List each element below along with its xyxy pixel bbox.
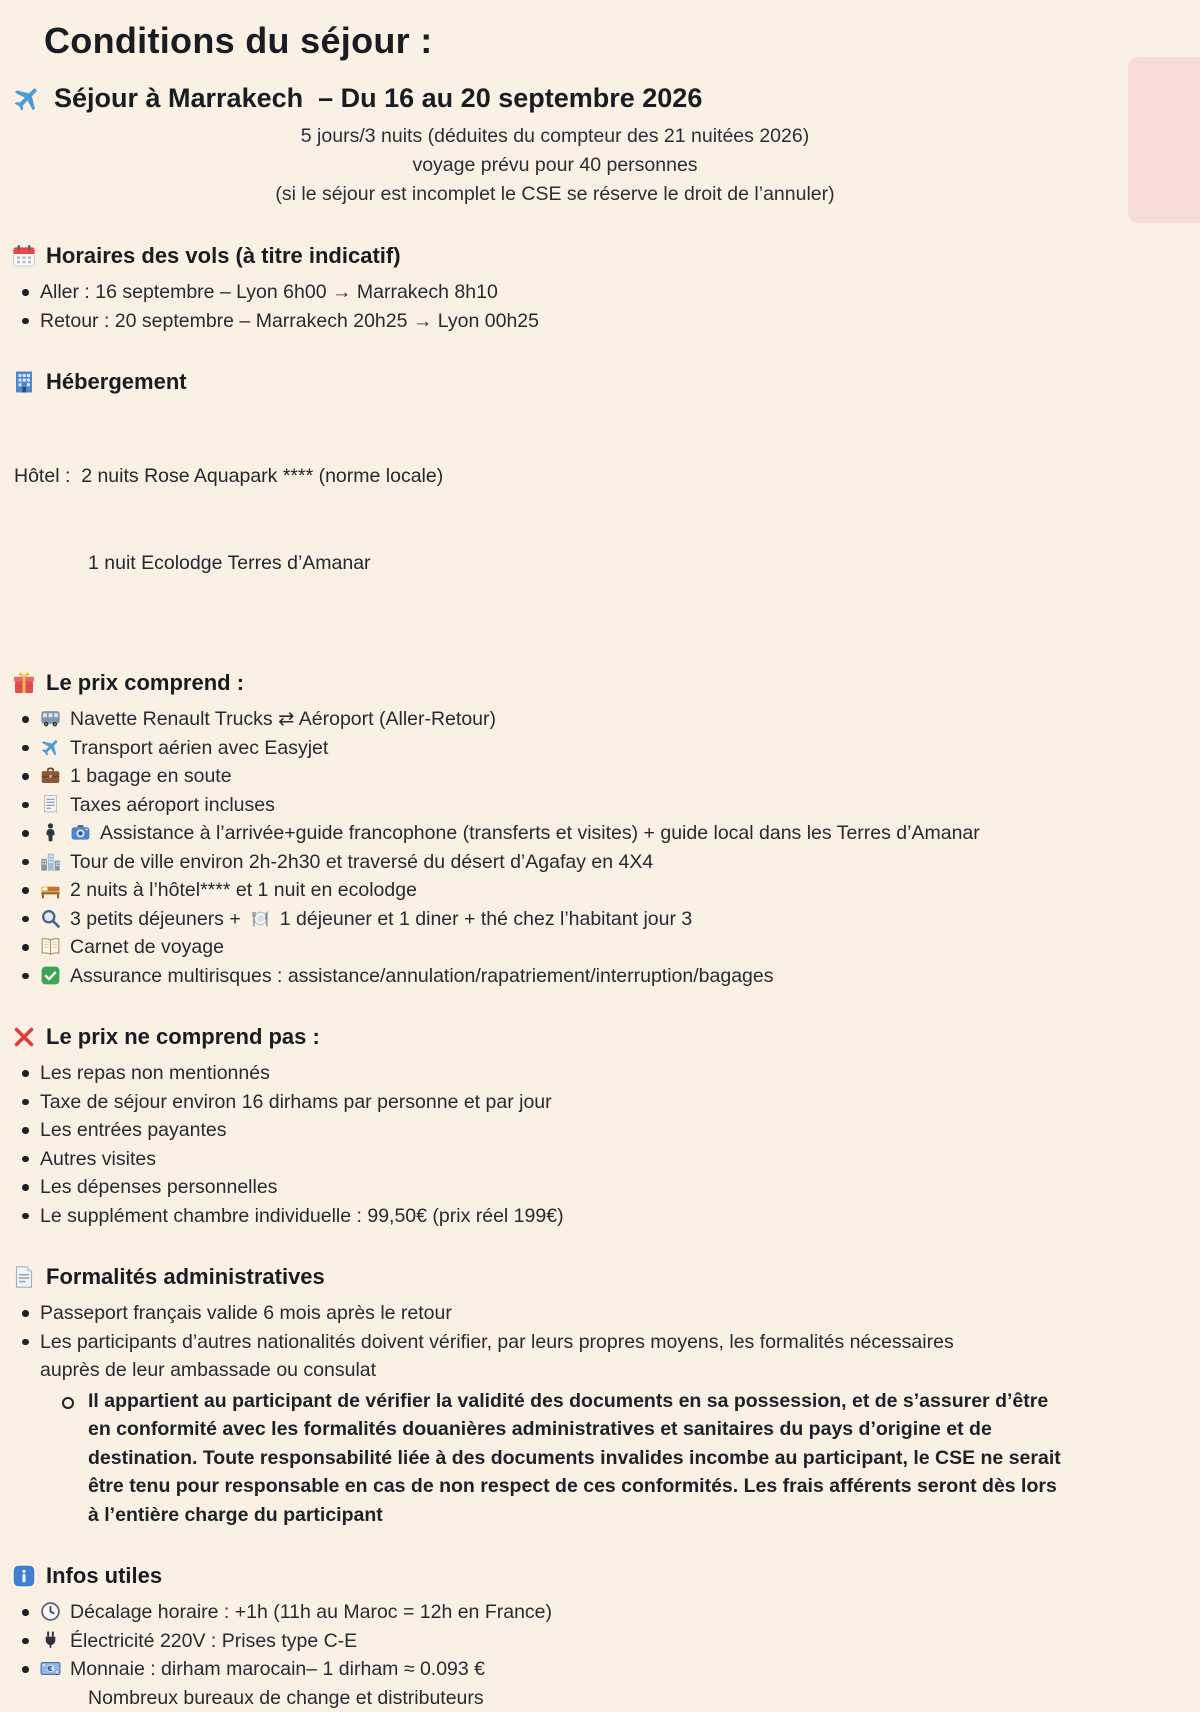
list-item: Décalage horaire : +1h (11h au Maroc = 12h en France) [0,1598,1200,1627]
list-item: Les participants d’autres nationalités doivent vérifier, par leurs propres moyens, les formalités nécessaires auprès de leur ambassade ou consulat [0,1328,1010,1385]
hotel-line: Hôtel : 2 nuits Rose Aquapark **** (norme locale) [14,465,444,488]
bullet-dot [22,859,29,866]
section-heading-flights [12,243,1200,269]
section-heading-formalities [12,1264,1200,1290]
bullet-dot [22,1609,29,1616]
section-formalities [0,1264,1200,1529]
list-item: Taxe de séjour environ 16 dirhams par personne et par jour [0,1088,1200,1117]
accommodation-lines [14,404,1200,636]
section-title: Formalités administratives [46,1264,325,1290]
excludes-list [0,1059,1200,1230]
calendar-icon [12,244,36,268]
flights-list [0,278,1200,335]
bullet-dot [22,1156,29,1163]
bullet-dot [22,1213,29,1220]
section-heading-excludes [12,1024,1200,1050]
list-item: Tour de ville environ 2h-2h30 et traversé du désert d’Agafay en 4X4 [0,848,1200,877]
bullet-dot [22,1184,29,1191]
list-item: Monnaie : dirham marocain– 1 dirham ≈ 0.093 € [0,1655,1200,1684]
hotel-icon [12,370,36,394]
bullet-dot [22,944,29,951]
flight-return: Retour : 20 septembre – Marrakech 20h25 → Lyon 00h25 [40,309,539,332]
bullet-dot [22,830,29,837]
trip-heading [12,83,1200,114]
bus-icon [40,708,61,729]
book-icon [40,936,61,957]
list-item: Assurance multirisques : assistance/annulation/rapatriement/interruption/bagages [0,962,1200,991]
section-title: Horaires des vols (à titre indicatif) [46,243,401,269]
person-icon [40,822,61,843]
section-title: Le prix comprend : [46,670,245,696]
info-icon [12,1564,36,1588]
cityscape-icon [40,851,61,872]
list-item: Passeport français valide 6 mois après le retour [0,1299,1010,1328]
list-item: Les entrées payantes [0,1116,1200,1145]
money-icon [40,1658,61,1679]
bullet-circle [62,1397,74,1409]
clock-icon [40,1601,61,1622]
section-title: Hébergement [46,369,187,395]
list-item: Le supplément chambre individuelle : 99,50€ (prix réel 199€) [0,1202,1200,1231]
list-item: Carnet de voyage [0,933,1200,962]
includes-list [0,705,1200,990]
list-item: Les repas non mentionnés [0,1059,1200,1088]
bullet-dot [22,1638,29,1645]
list-item: Transport aérien avec Easyjet [0,734,1200,763]
airplane-icon [6,78,48,120]
flight-outbound: Aller : 16 septembre – Lyon 6h00 → Marrakech 8h10 [40,281,498,304]
bullet-dot [22,318,29,325]
bullet-dot [22,1310,29,1317]
list-item: 2 nuits à l’hôtel**** et 1 nuit en ecolodge [0,876,1200,905]
section-accommodation [0,369,1200,636]
magnifier-icon [40,908,61,929]
camera-icon [70,822,91,843]
fork-knife-icon [250,908,271,929]
section-price-excludes [0,1024,1200,1230]
section-price-includes [0,670,1200,990]
list-item: Navette Renault Trucks ⇄ Aéroport (Aller-Retour) [0,705,1200,734]
section-title: Infos utiles [46,1563,163,1589]
plug-icon [40,1630,61,1651]
list-item: Assistance à l’arrivée+guide francophone (transferts et visites) + guide local dans les Terres d’Amanar [0,819,1200,848]
trip-title: Séjour à Marrakech – Du 16 au 20 septembre 2026 [54,83,703,114]
trip-subline: (si le séjour est incomplet le CSE se réserve le droit de l’annuler) [275,183,835,206]
bullet-dot [22,1339,29,1346]
receipt-icon [40,794,61,815]
document-icon [12,1265,36,1289]
infos-list [0,1598,1200,1684]
list-item: Autres visites [0,1145,1200,1174]
bullet-dot [22,716,29,723]
bullet-dot [22,802,29,809]
trip-subline: voyage prévu pour 40 personnes [412,154,698,177]
check-icon [40,965,61,986]
bullet-dot [22,916,29,923]
bullet-dot [22,887,29,894]
bullet-dot [22,1070,29,1077]
bullet-dot [22,1099,29,1106]
bullet-dot [22,289,29,296]
briefcase-icon [40,765,61,786]
trip-sublines [0,122,1110,209]
list-item: Les dépenses personnelles [0,1173,1200,1202]
airplane-icon [36,733,66,763]
bullet-dot [22,1127,29,1134]
list-item: 3 petits déjeuners + 1 déjeuner et 1 diner + thé chez l’habitant jour 3 [0,905,1200,934]
formalities-note [88,1387,1073,1530]
cross-icon [12,1025,36,1049]
section-heading-includes [12,670,1200,696]
bed-icon [40,879,61,900]
bullet-dot [22,1666,29,1673]
formalities-note-text: Il appartient au participant de vérifier la validité des documents en sa possession, et de s’assurer d’être en conformité avec les formalités douanières administratives et sanitaires du pays d’origine et de destination. Toute responsabilité liée à des documents invalides incombe au participant, le CSE ne serait être tenu pour responsable en cas de non respect de ces conformités. Les frais afférents seront dès lors à l’entière charge du participant [88,1389,1061,1526]
bullet-dot [22,973,29,980]
list-item: Taxes aéroport incluses [0,791,1200,820]
page-title: Conditions du séjour : [44,20,433,61]
section-flights [0,243,1200,335]
section-heading-infos [12,1563,1200,1589]
trip-subline: 5 jours/3 nuits (déduites du compteur des 21 nuitées 2026) [300,125,810,148]
gift-icon [12,671,36,695]
section-title: Le prix ne comprend pas : [46,1024,320,1050]
list-item [0,278,1200,307]
bullet-dot [22,773,29,780]
hotel-line: 1 nuit Ecolodge Terres d’Amanar [88,552,371,575]
list-item: Électricité 220V : Prises type C-E [0,1627,1200,1656]
section-useful-info [0,1563,1200,1712]
bullet-dot [22,745,29,752]
formalities-list [0,1299,1010,1385]
info-continuation: Nombreux bureaux de change et distributeurs [88,1686,484,1709]
list-item [0,307,1200,336]
list-item: 1 bagage en soute [0,762,1200,791]
section-heading-accommodation [12,369,1200,395]
